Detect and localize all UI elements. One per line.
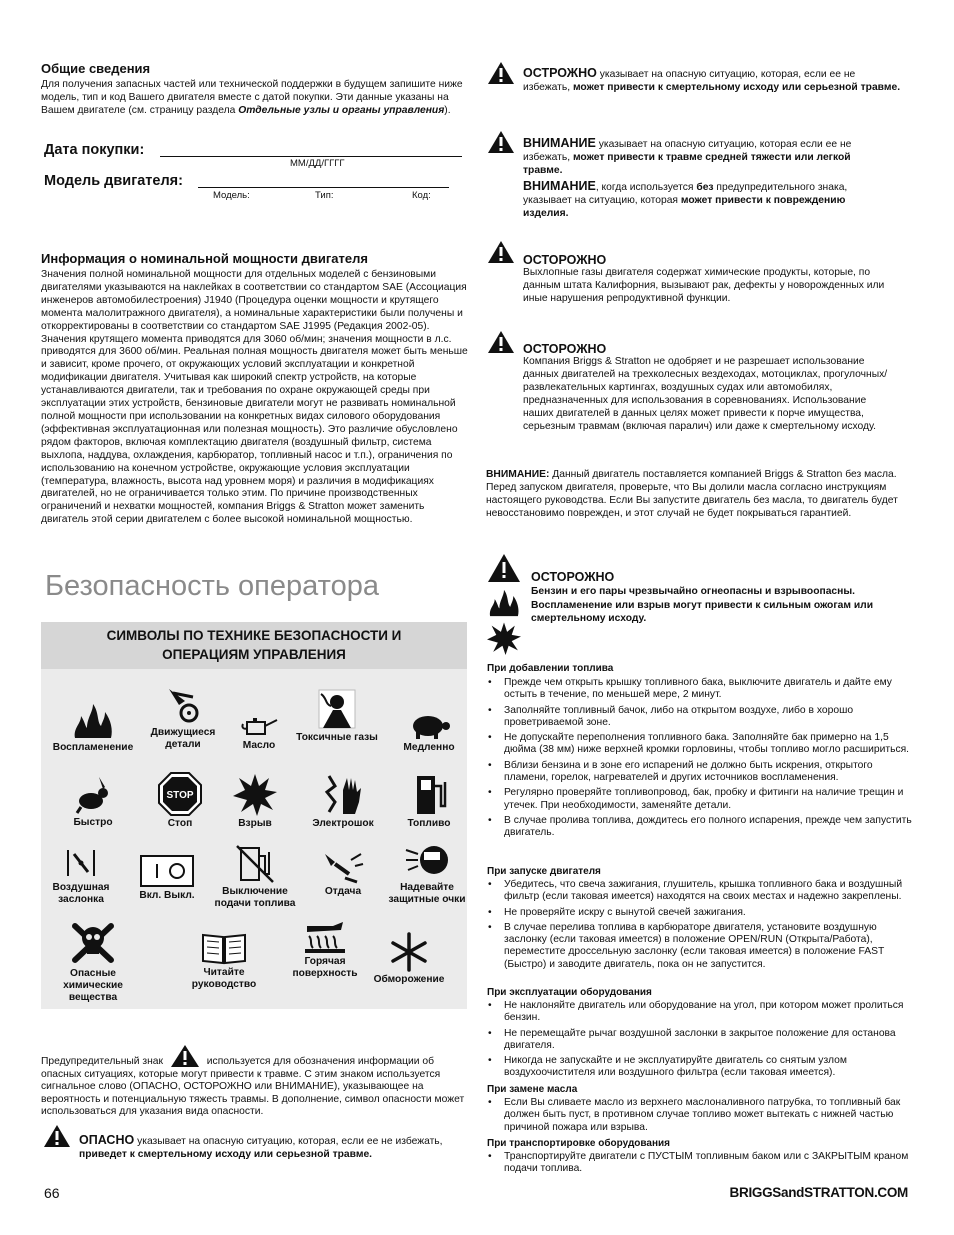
safety-title: Безопасность оператора	[45, 570, 379, 602]
explosion-icon-small	[487, 621, 521, 655]
general-heading: Общие сведения	[41, 61, 151, 76]
symbol-oil-label: Масло	[242, 740, 276, 751]
list-item: • Убедитесь, что свеча зажигания, глушитель, крышка топливного бака и воздушный фильтр (если таковая имеется) находятся на своих местах и надежно закреплены.	[486, 879, 914, 904]
moving-parts-icon	[163, 685, 203, 725]
caution2-word: ВНИМАНИЕ	[523, 179, 596, 193]
purchase-date-line[interactable]	[160, 156, 462, 157]
page-number: 66	[44, 1185, 60, 1201]
symbol-read-manual	[176, 931, 272, 991]
symbol-frostbite-label: Обморожение	[373, 974, 445, 985]
symbols-header	[41, 622, 467, 669]
symbols-header-line1: СИМВОЛЫ ПО ТЕХНИКЕ БЕЗОПАСНОСТИ И	[106, 628, 402, 643]
notice-text-body: Данный двигатель поставляется компанией Briggs & Stratton без масла. Перед запуском двигателя, проверьте, что Вы долили масла согласно инструкциям настоящего руководства. Если Вы запустите двигатель без масла, то двигатель будет невосстановимо поврежден, и этот случай не будет покрываться гарантией.	[486, 469, 898, 519]
oil-change-heading: При замене масла	[487, 1084, 578, 1095]
oil-change-list	[486, 1097, 914, 1137]
warning4-line1: Бензин и его пары чрезвычайно огнеопасны и взрывоопасны.	[531, 586, 856, 597]
warning1-word: ОСТРОЖНО	[523, 66, 597, 80]
on-off-icon	[139, 854, 195, 888]
symbol-fuel	[381, 772, 477, 830]
caution1-text-bold: может привести к травме средней тяжести или легкой травме.	[523, 151, 851, 176]
operating-heading: При эксплуатации оборудования	[487, 987, 652, 998]
caution2-text1: , когда используется	[595, 182, 697, 193]
warning3-word: ОСТОРОЖНО	[523, 342, 607, 356]
notice-word: ВНИМАНИЕ:	[486, 469, 550, 480]
symbols-header-line2: ОПЕРАЦИЯМ УПРАВЛЕНИЯ	[162, 647, 346, 662]
list-item: • Прежде чем открыть крышку топливного бака, выключите двигатель и дайте ему остыть в течение, по меньшей мере, 2 минут.	[486, 677, 914, 702]
symbol-moving-parts-label: Движущиеся детали	[150, 727, 216, 750]
electric-shock-icon	[321, 772, 365, 816]
warning2-triangle-icon	[487, 240, 515, 264]
caution2-text	[523, 180, 891, 221]
caution1-text-body: указывает на опасную ситуацию, которая если ее не избежать,	[523, 139, 852, 163]
stop-sign-text: STOP	[166, 790, 194, 801]
starting-heading: При запуске двигателя	[487, 866, 601, 877]
symbol-shock	[295, 772, 391, 830]
list-item: • Не допускайте переполнения топливного бака. Заполняйте бак примерно на 1,5 дюйма (38 мм) ниже верхней кромки горловины, чтобы топливо могло расшириться.	[486, 732, 914, 757]
symbol-read-manual-label: Читайте руководство	[191, 967, 257, 990]
fire-icon	[71, 702, 115, 740]
power-heading: Информация о номинальной мощности двигателя	[41, 251, 368, 266]
list-item: • Заполняйте топливный бачок, либо на открытом воздухе, либо в хорошо проветриваемой зоне.	[486, 705, 914, 730]
symbol-toxic-gas-label: Токсичные газы	[296, 732, 378, 743]
alert-intro-pre: Предупредительный знак	[41, 1056, 164, 1067]
symbol-hot-surface	[277, 920, 373, 980]
snowflake-icon	[389, 932, 429, 972]
rabbit-icon	[73, 775, 113, 815]
symbol-safety-glasses	[379, 840, 475, 906]
symbol-fuel-shutoff-label: Выключение подачи топлива	[214, 886, 296, 909]
list-item: • Не наклоняйте двигатель или оборудование на угол, при котором может пролиться бензин.	[486, 1000, 914, 1025]
type-sub-label: Тип:	[315, 190, 334, 201]
warning1-text-body: указывает на опасную ситуацию, которая, если ее не избежать,	[523, 69, 856, 93]
caution2-bold1: без	[696, 182, 714, 193]
warning4-triangle-icon	[487, 553, 521, 583]
date-format-label: ММ/ДД/ГГГГ	[290, 158, 345, 169]
symbol-stop-label: Стоп	[167, 818, 193, 829]
notice-text	[486, 469, 906, 521]
skull-crossbones-icon	[71, 920, 115, 966]
list-item: • Не перемещайте рычаг воздушной заслонки в закрытое положение для останова двигателя.	[486, 1028, 914, 1053]
operating-list	[486, 1000, 914, 1083]
fueling-list	[486, 677, 914, 843]
symbol-fuel-label: Топливо	[407, 818, 451, 829]
power-text: Значения полной номинальной мощности для отдельных моделей с бензиновыми двигателями указываются на наклейках в соответствии со стандартом SAE (Ассоциация инженеров автомобилестроения) J1940 (Процедура оценки мощности и крутящего момента малолитражного двигателя), а номинальные характеристики были получены и откорректированы в соответствии со стандартом SAE J1995 (Редакция 2002-05). Значения крутящего момента приводятся для 3060 об/мин; значения мощности в л.с. приводятся для 3600 об/мин. Реальная полная мощность двигателя может быть меньше и зависит, кроме прочего, от окружающих условий эксплуатации и конкретной модификации двигателя. Учитывая как широкий спектр устройств, на которые устанавливаются двигатели, так и требования по охране окружающей среды при эксплуатации этих устройств, бензиновые двигатели могут не развивать номинальной полной мощности при использовании на конкретных видах силового оборудования (эффективная эксплуатационная или полезная мощность). Это различие обусловлено рядом факторов, включая комплектацию двигателя (воздушный фильтр, система выхлопа, наддува, охлаждения, карбюратор, топливный насос и т.п.), ограничения по использованию на конечном устройстве, окружающие условия эксплуатации (температура, влажность, высота над уровнем моря) и различия в модификациях двигателей, но не ограничивается только этим. По причине производственных ограничений и нехватки мощностей, компания Briggs & Stratton может заменить двигатель этой серии двигателем с более высокой номинальной мощностью.	[41, 269, 468, 526]
list-item: • Регулярно проверяйте топливопровод, бак, пробку и фитинги на наличие трещин и утечек. При необходимости, заменяйте детали.	[486, 787, 914, 812]
warning4-word: ОСТОРОЖНО	[531, 570, 615, 584]
symbol-frostbite	[361, 932, 457, 986]
danger-text-bold: приведет к смертельному исходу или серьезной травме.	[79, 1148, 373, 1160]
list-item: • Вблизи бензина и в зоне его испарений не должно быть искрения, открытого пламени, горелок, нагревателей и других источников воспламенения.	[486, 760, 914, 785]
symbol-explosion-label: Взрыв	[238, 818, 272, 829]
symbol-kickback	[295, 850, 391, 898]
symbol-choke	[33, 846, 129, 906]
alert-intro-text: используется для обозначения информации об опасных ситуациях, которые могут привести к травме. С этим знаком используется сигнальное слово (ОПАСНО, ОСТОРОЖНО или ВНИМАНИЕ), указывающее на вероятность и потенциальную тяжесть травмы. В дополнение, символ опасности может использоваться для указания вида опасности.	[41, 1056, 465, 1118]
code-sub-label: Код:	[412, 190, 431, 201]
general-text-post: ).	[444, 104, 451, 116]
symbol-toxic-gas	[289, 688, 385, 744]
brand-url[interactable]: BRIGGSandSTRATTON.COM	[729, 1185, 908, 1200]
warning1-text-bold: может привести к смертельному исходу или серьезной травме.	[572, 81, 901, 93]
transport-list	[486, 1151, 914, 1179]
symbol-fire	[45, 702, 141, 754]
stop-sign-icon	[158, 772, 202, 816]
warning1-text	[523, 67, 903, 95]
transport-heading: При транспортировке оборудования	[487, 1138, 671, 1149]
list-item: • Никогда не запускайте и не эксплуатируйте двигатель со снятым узлом воздухоочистителя или воздушного фильтра (если таковая имеется).	[486, 1055, 914, 1080]
symbol-safety-glasses-label: Надевайте защитные очки	[388, 882, 466, 905]
list-item: • Если Вы сливаете масло из верхнего маслоналивного патрубка, то топливный бак должен быть пуст, в противном случае топливо может вытекать с нижней частью причиной пожара или взрыва.	[486, 1097, 914, 1134]
fuel-shutoff-icon	[235, 844, 275, 884]
caution1-word: ВНИМАНИЕ	[523, 136, 596, 150]
oil-can-icon	[239, 714, 279, 738]
fire-icon-small	[487, 588, 521, 618]
symbol-on-off-label: Вкл. Выкл.	[139, 890, 195, 901]
book-icon	[201, 931, 247, 965]
list-item: • В случае пролива топлива, дождитесь его полного испарения, прежде чем запустить двигатель.	[486, 815, 914, 840]
list-item: • Транспортируйте двигатели с ПУСТЫМ топливным баком или с ЗАКРЫТЫМ краном подачи топлива.	[486, 1151, 914, 1176]
symbol-slow-label: Медленно	[403, 742, 455, 753]
caution1-text	[523, 137, 888, 178]
general-text-pre: Для получения запасных частей или технической поддержки в будущем запишите ниже модель, тип и код Вашего двигателя вместе с датой покупки. Эти данные указаны на Вашем двигателе (см. страницу раздела	[41, 79, 463, 116]
general-text	[41, 79, 471, 118]
symbol-fuel-shutoff	[207, 844, 303, 910]
toxic-gas-icon	[317, 688, 357, 730]
danger-triangle-icon	[43, 1124, 71, 1148]
symbols-panel	[41, 622, 467, 1009]
alert-intro	[41, 1044, 469, 1119]
danger-text	[79, 1134, 459, 1162]
warning2-text: Выхлопные газы двигателя содержат химические продукты, которые, по данным штата Калифорния, вызывают рак, дефекты у новорожденных или иные нарушения репродуктивной функции.	[523, 267, 885, 304]
caution1-triangle-icon	[487, 130, 515, 154]
model-sub-label: Модель:	[213, 190, 250, 201]
engine-model-line[interactable]	[198, 187, 449, 188]
choke-icon	[64, 846, 98, 880]
danger-word: ОПАСНО	[79, 1133, 135, 1147]
symbol-shock-label: Электрошок	[312, 818, 374, 829]
symbol-fire-label: Воспламенение	[52, 742, 134, 753]
list-item: • В случае перелива топлива в карбюраторе двигателя, установите воздушную заслонку (если таковая имеется) в положение OPEN/RUN (Открыта/Работа), переместите дроссельную заслонку (если таковая имеется) в положение FAST (Быстро) и заводите двигатель, пока он не запустится.	[486, 922, 914, 971]
symbol-explosion	[207, 772, 303, 830]
kickback-icon	[321, 850, 365, 884]
symbol-fast-label: Быстро	[73, 817, 113, 828]
symbol-chemicals	[45, 920, 141, 1004]
engine-model-label: Модель двигателя:	[44, 173, 183, 189]
explosion-icon	[233, 772, 277, 816]
warning3-text: Компания Briggs & Stratton не одобряет и не разрешает использование данных двигателей на трехколесных вездеходах, мотоциклах, прогулочных/развлекательных картингах, воздушных судах или автомобилях, предназначенных для использования в соревнованиях. Использование наших двигателей в данных целях может привести к порче имущества, серьезным травмам (включая паралич) или даже к смертельному исходу.	[523, 356, 888, 432]
symbol-fast	[45, 775, 141, 829]
safety-glasses-icon	[404, 840, 450, 880]
hot-surface-icon	[303, 920, 347, 954]
caution2-bold2: может привести к повреждению изделия.	[523, 194, 846, 219]
fuel-pump-icon	[409, 772, 449, 816]
list-item: • Не проверяйте искру с вынутой свечей зажигания.	[486, 907, 914, 919]
fueling-heading: При добавлении топлива	[487, 663, 614, 674]
purchase-date-label: Дата покупки:	[44, 142, 145, 158]
danger-text-body: указывает на опасную ситуацию, которая, если ее не избежать,	[134, 1136, 443, 1147]
symbol-choke-label: Воздушная заслонка	[52, 882, 110, 905]
caution2-text2: предупредительного знака, указывает на ситуацию, которая	[523, 182, 848, 206]
warning-triangle-icon	[170, 1044, 200, 1068]
symbol-kickback-label: Отдача	[324, 886, 362, 897]
warning2-word: ОСТОРОЖНО	[523, 253, 607, 267]
symbol-chemicals-label: Опасные химические вещества	[63, 968, 123, 1003]
symbol-hot-surface-label: Горячая поверхность	[292, 956, 358, 979]
general-text-em: Отдельные узлы и органы управления	[238, 104, 445, 116]
starting-list	[486, 879, 914, 974]
warning3-triangle-icon	[487, 330, 515, 354]
warning4-line2: Воспламенение или взрыв могут привести к сильным ожогам или смертельному исходу.	[531, 600, 874, 624]
warning1-triangle-icon	[487, 61, 515, 85]
symbol-on-off	[119, 854, 215, 902]
symbol-slow	[381, 710, 477, 754]
turtle-icon	[406, 710, 452, 740]
